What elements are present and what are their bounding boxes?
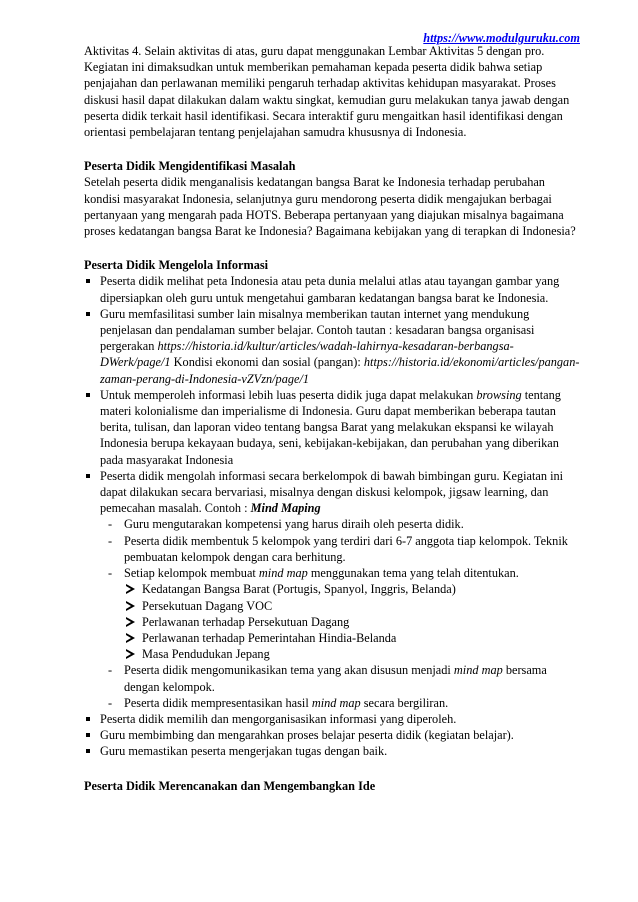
theme-text: Perlawanan terhadap Pemerintahan Hindia-Belanda — [142, 630, 397, 645]
list-item-text: Guru membimbing dan mengarahkan proses belajar peserta didik (kegiatan belajar). — [100, 728, 514, 743]
list-item — [84, 727, 580, 743]
mind-map-emphasis: mind map — [453, 663, 503, 678]
list-item — [84, 711, 580, 727]
step-item — [108, 662, 580, 694]
step-item — [108, 695, 580, 711]
theme-text: Perlawanan terhadap Persekutuan Dagang — [142, 614, 350, 629]
theme-item — [124, 598, 580, 614]
step-item — [108, 533, 580, 565]
theme-text: Masa Pendudukan Jepang — [142, 647, 270, 662]
mind-maping-emphasis: Mind Maping — [250, 501, 321, 516]
list-item — [84, 743, 580, 759]
theme-list — [124, 581, 580, 662]
list-item-text: Kondisi ekonomi dan sosial (pangan): — [170, 355, 364, 370]
header-url-link[interactable]: https://www.modulguruku.com — [423, 31, 580, 45]
list-item-text: Guru memfasilitasi sumber lain misalnya memberikan tautan internet yang mendukung penjelasan dan pendalaman sumber belajar. Contoh tautan : kesadaran bangsa organisasi pergerakan — [100, 306, 535, 354]
browsing-emphasis: browsing — [476, 387, 522, 402]
section-heading-plan-ideas: Peserta Didik Merencanakan dan Mengembangkan Ide — [84, 778, 376, 793]
list-item-text: Peserta didik melihat peta Indonesia atau peta dunia melalui atlas atau tayangan gambar yang dipersiapkan oleh guru untuk mengetahui gambaran kedatangan bangsa barat ke Indonesia. — [100, 274, 560, 305]
theme-item — [124, 614, 580, 630]
theme-text: Kedatangan Bangsa Barat (Portugis, Spanyol, Inggris, Belanda) — [142, 582, 456, 597]
theme-item — [124, 646, 580, 662]
historia-link-1[interactable]: https://historia.id/kultur/articles/wadah-lahirnya-kesadaran-berbangsa-DWerk/page/1 — [100, 339, 514, 370]
step-text: bersama dengan kelompok. — [124, 663, 547, 694]
list-item — [84, 306, 580, 387]
section-body-identify-problem: Setelah peserta didik menganalisis kedatangan bangsa Barat ke Indonesia terhadap perubahan kondisi masyarakat Indonesia, selanjutnya guru mendorong peserta didik mengajukan berbagai pertanyaan yang mengarah pada HOTS. Beberapa pertanyaan yang diajukan misalnya bagaimana proses kedatangan bangsa Barat ke Indonesia? Bagaimana kebijakan yang di terapkan di Indonesia? — [84, 175, 576, 239]
list-item — [84, 468, 580, 711]
theme-text: Persekutuan Dagang VOC — [142, 598, 273, 613]
list-item-text: Guru memastikan peserta mengerjakan tugas dengan baik. — [100, 744, 388, 759]
list-item-text: Peserta didik mengolah informasi secara berkelompok di bawah bimbingan guru. Kegiatan ini dapat dilakukan secara bervariasi, misalnya dengan diskusi kelompok, jigsaw learning, dan pemecahan masalah. Contoh : — [100, 468, 564, 516]
step-text: Setiap kelompok membuat — [124, 566, 259, 581]
manage-information-list — [84, 273, 580, 759]
intro-paragraph: Aktivitas 4. Selain aktivitas di atas, guru dapat menggunakan Lembar Aktivitas 5 dengan pro. Kegiatan ini dimaksudkan untuk memberikan pemahaman kepada peserta didik bahwa setiap penjajahan dan perlawanan memiliki pengaruh terhadap aktivitas kehidupan masyarakat. Proses diskusi hasil dapat dilakukan dalam waktu singkat, kemudian guru melakukan tanya jawab dengan peserta didik terkait hasil identifikasi. Secara interaktif guru mengaitkan hasil identifikasi dengan orientasi pembelajaran tentang penjelajahan samudra khususnya di Indonesia. — [84, 44, 570, 140]
section-heading-identify-problem: Peserta Didik Mengidentifikasi Masalah — [84, 159, 296, 174]
list-item — [84, 273, 580, 305]
mind-map-steps — [100, 516, 580, 710]
step-item — [108, 565, 580, 662]
historia-link-2[interactable]: https://historia.id/ekonomi/articles/pangan-zaman-perang-di-Indonesia-vZVzn/page/1 — [100, 355, 580, 386]
step-text: Peserta didik mempresentasikan hasil — [124, 695, 312, 710]
step-item — [108, 516, 580, 532]
step-text: Guru mengutarakan kompetensi yang harus diraih oleh peserta didik. — [124, 517, 464, 532]
step-text: Peserta didik membentuk 5 kelompok yang terdiri dari 6-7 anggota tiap kelompok. Teknik pembuatan kelompok dengan cara berhitung. — [124, 533, 568, 564]
mind-map-emphasis: mind map — [311, 695, 361, 710]
list-item-text: tentang materi kolonialisme dan imperialisme di Indonesia. Guru dapat memberikan beberapa tautan berita, tulisan, dan laporan video tentang bangsa Barat yang melakukan ekspansi ke wilayah Indonesia berupa kekayaan budaya, seni, kebijakan-kebijakan, dan perubahan yang diberikan pada masyarakat Indonesia — [100, 387, 561, 467]
step-text: Peserta didik mengomunikasikan tema yang akan disusun menjadi — [124, 663, 454, 678]
document-body — [84, 43, 580, 794]
theme-item — [124, 581, 580, 597]
mind-map-emphasis: mind map — [258, 566, 308, 581]
list-item-text: Untuk memperoleh informasi lebih luas peserta didik juga dapat melakukan — [100, 387, 477, 402]
theme-item — [124, 630, 580, 646]
list-item-text: Peserta didik memilih dan mengorganisasikan informasi yang diperoleh. — [100, 711, 457, 726]
step-text: menggunakan tema yang telah ditentukan. — [307, 566, 519, 581]
step-text: secara bergiliran. — [360, 695, 449, 710]
list-item — [84, 387, 580, 468]
section-heading-manage-information: Peserta Didik Mengelola Informasi — [84, 258, 269, 273]
